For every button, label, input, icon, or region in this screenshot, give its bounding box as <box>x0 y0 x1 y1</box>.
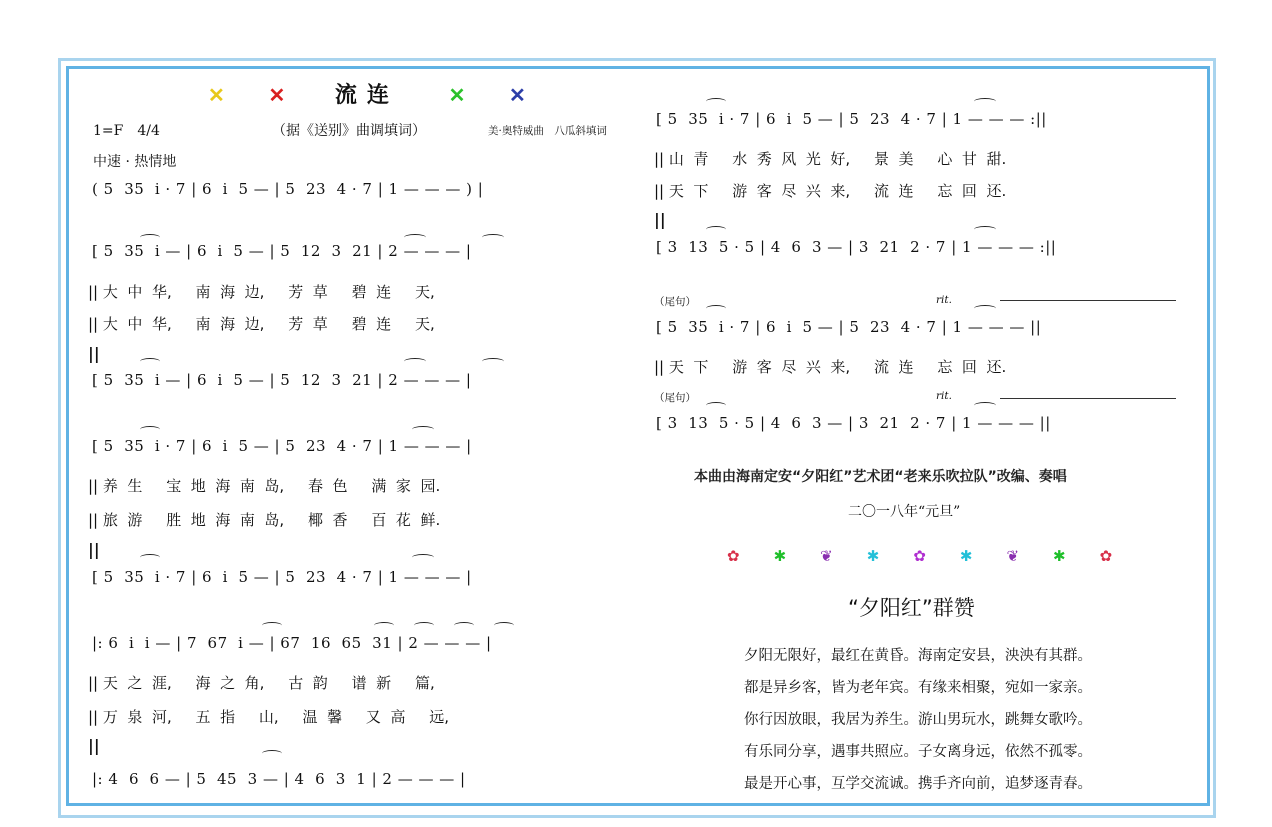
poem-line-4: 有乐同分享，遇事共照应。子女离身远，依然不孤零。 <box>744 744 1092 760</box>
coda-label-2: （尾句） <box>654 392 696 404</box>
arrangement-note: 本曲由海南定安“夕阳红”艺术团“老来乐吹拉队”改编、奏唱 <box>694 469 1067 485</box>
composer-credit: 美·奥特威曲 八瓜斜填词 <box>488 125 607 137</box>
title-symbol-3-icon: ✕ <box>448 83 466 107</box>
flower-divider <box>710 546 1129 565</box>
slur-mark <box>974 226 996 233</box>
flower-6-icon: ✱ <box>959 547 973 565</box>
slur-mark <box>140 426 160 433</box>
flower-2-icon: ✱ <box>773 547 787 565</box>
right-notation-line-2: [ 3 13 5 · 5 | 4 6 3 — | 3 21 2 · 7 | 1 — — — :|| <box>656 238 1057 256</box>
lyrics-line-3a: || 养 生 宝 地 海 南 岛, 春 色 满 家 园. <box>88 477 441 495</box>
slur-mark <box>140 234 160 241</box>
key-signature: 1=F 4/4 <box>93 123 160 139</box>
lyrics-line-5a: || 天 之 涯, 海 之 角, 古 韵 谱 新 篇, <box>88 674 435 692</box>
slur-mark <box>706 226 726 233</box>
notation-line-5: |: 6 i i — | 7 67 i — | 67 16 65 31 | 2 — — — | <box>92 634 492 652</box>
title-symbol-1-icon: ✕ <box>208 83 225 107</box>
flower-9-icon: ✿ <box>1099 547 1113 565</box>
tempo-marking: 中速 · 热情地 <box>93 154 177 170</box>
title-row <box>190 78 544 109</box>
notation-line-4: [ 5 35 i · 7 | 6 i 5 — | 5 23 4 · 7 | 1 — — — | <box>92 568 472 586</box>
slur-mark <box>494 622 514 629</box>
slur-mark <box>374 622 394 629</box>
poem-line-5: 最是开心事，互学交流诚。携手齐向前，追梦逐青春。 <box>744 776 1092 792</box>
slur-mark <box>140 554 160 561</box>
flower-3-icon: ❦ <box>820 547 833 565</box>
slur-mark <box>482 234 504 241</box>
repeat-bar: || <box>88 344 100 363</box>
slur-mark <box>454 622 474 629</box>
slur-mark <box>706 402 726 409</box>
slur-mark <box>974 98 996 105</box>
ritardando-mark-2: rit. <box>936 390 952 402</box>
flower-8-icon: ✱ <box>1053 547 1066 565</box>
poem-line-3: 你行因放眼，我居为养生。游山男玩水，跳舞女歌吟。 <box>744 712 1092 728</box>
ritardando-mark-1: rit. <box>936 294 952 306</box>
lyrics-line-5b: || 万 泉 河, 五 指 山, 温 馨 又 高 远, <box>88 708 450 726</box>
source-note: （据《送别》曲调填词） <box>272 123 426 139</box>
flower-4-icon: ✱ <box>866 547 880 565</box>
song-title: 流连 <box>334 83 399 108</box>
ritardando-line <box>1000 300 1176 301</box>
right-notation-line-4: [ 3 13 5 · 5 | 4 6 3 — | 3 21 2 · 7 | 1 — — — || <box>656 414 1051 432</box>
right-lyrics-line-1b: || 天 下 游 客 尽 兴 来, 流 连 忘 回 还. <box>654 182 1007 200</box>
title-symbol-2-icon: ✕ <box>268 83 286 107</box>
right-lyrics-line-1a: || 山 青 水 秀 风 光 好, 景 美 心 甘 甜. <box>654 150 1007 168</box>
slur-mark <box>974 402 996 409</box>
flower-1-icon: ✿ <box>727 547 740 565</box>
repeat-bar: || <box>88 540 100 559</box>
right-notation-line-1: [ 5 35 i · 7 | 6 i 5 — | 5 23 4 · 7 | 1 — — — :|| <box>656 110 1047 128</box>
title-symbol-4-icon: ✕ <box>509 83 526 107</box>
slur-mark <box>706 305 726 312</box>
slur-mark <box>706 98 726 105</box>
slur-mark <box>404 234 426 241</box>
slur-mark <box>404 358 426 365</box>
lyrics-line-3b: || 旅 游 胜 地 海 南 岛, 椰 香 百 花 鲜. <box>88 511 441 529</box>
slur-mark <box>262 622 282 629</box>
lyrics-line-1b: || 大 中 华, 南 海 边, 芳 草 碧 连 天, <box>88 315 435 333</box>
repeat-bar: || <box>654 210 666 229</box>
slur-mark <box>412 554 434 561</box>
poem-title: “夕阳红”群赞 <box>848 596 975 620</box>
date-line: 二〇一八年“元旦” <box>848 504 961 520</box>
notation-line-1: [ 5 35 i — | 6 i 5 — | 5 12 3 21 | 2 — — — | <box>92 242 472 260</box>
slur-mark <box>974 305 996 312</box>
ritardando-line <box>1000 398 1176 399</box>
flower-5-icon: ✿ <box>913 547 926 565</box>
poem-line-2: 都是异乡客，皆为老年宾。有缘来相聚，宛如一家亲。 <box>744 680 1092 696</box>
slur-mark <box>414 622 434 629</box>
notation-line-6: |: 4 6 6 — | 5 45 3 — | 4 6 3 1 | 2 — — — | <box>92 770 466 788</box>
flower-7-icon: ❦ <box>1006 547 1020 565</box>
poem-line-1: 夕阳无限好，最红在黄昏。海南定安县，泱泱有其群。 <box>744 648 1092 664</box>
slur-mark <box>262 750 282 757</box>
repeat-bar: || <box>88 736 100 755</box>
slur-mark <box>140 358 160 365</box>
notation-line-2: [ 5 35 i — | 6 i 5 — | 5 12 3 21 | 2 — — — | <box>92 371 472 389</box>
coda-label-1: （尾句） <box>654 296 696 308</box>
slur-mark <box>412 426 434 433</box>
notation-intro: ( 5 35 i · 7 | 6 i 5 — | 5 23 4 · 7 | 1 — — — ) | <box>92 180 484 198</box>
slur-mark <box>482 358 504 365</box>
lyrics-line-1a: || 大 中 华, 南 海 边, 芳 草 碧 连 天, <box>88 283 435 301</box>
right-lyrics-line-3: || 天 下 游 客 尽 兴 来, 流 连 忘 回 还. <box>654 358 1007 376</box>
notation-line-3: [ 5 35 i · 7 | 6 i 5 — | 5 23 4 · 7 | 1 — — — | <box>92 437 472 455</box>
right-notation-line-3: [ 5 35 i · 7 | 6 i 5 — | 5 23 4 · 7 | 1 — — — || <box>656 318 1042 336</box>
